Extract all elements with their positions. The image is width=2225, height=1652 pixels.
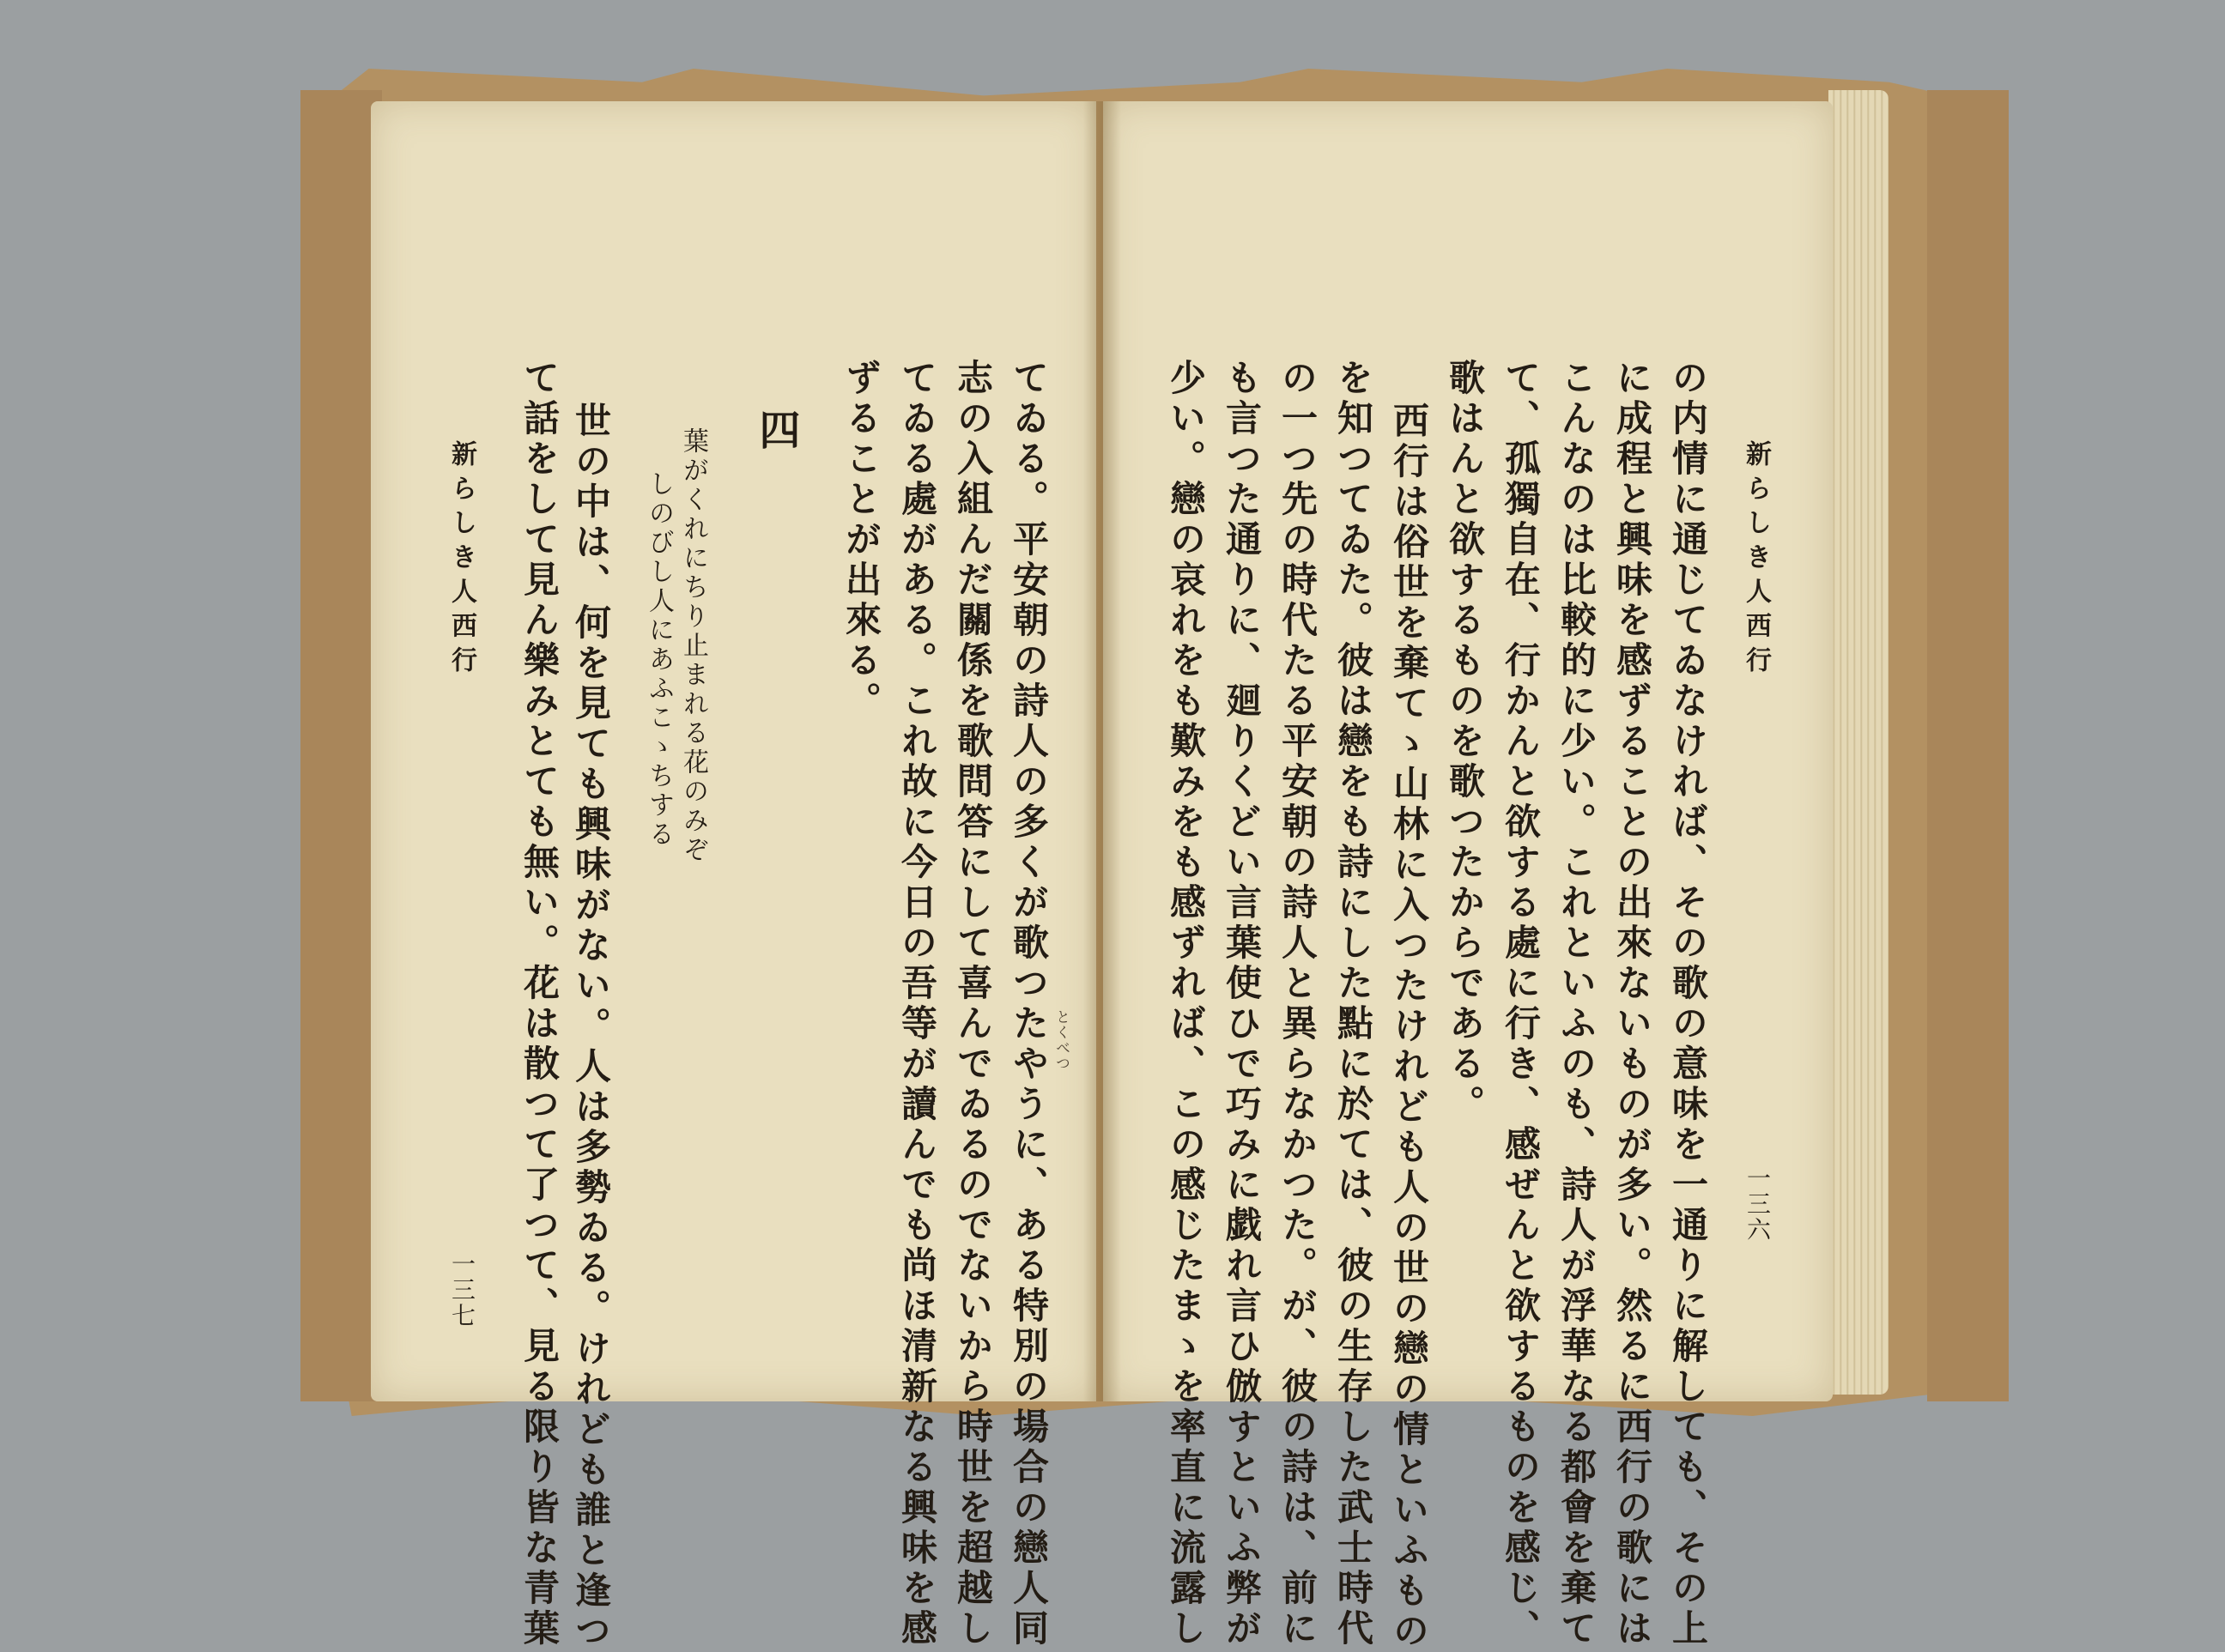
cover-edge-left bbox=[300, 90, 382, 1401]
page-stack bbox=[1828, 90, 1889, 1395]
page-number-left: 一三七 bbox=[448, 1251, 476, 1328]
body-line: に成程と興味を感ずることの出來ないものが多い。然るに西行の歌には bbox=[1611, 359, 1653, 1649]
furigana: とくべつ bbox=[1052, 1009, 1070, 1071]
running-head-right: 新らしき人西行 bbox=[1741, 440, 1771, 681]
body-line: て、孤獨自在、行かんと欲する處に行き、感ぜんと欲するものを感じ、 bbox=[1500, 359, 1542, 1649]
body-line: の一つ先の時代たる平安朝の詩人と異らなかつた。が、彼の詩は、前に bbox=[1276, 359, 1319, 1649]
cover-edge-right bbox=[1927, 90, 2009, 1401]
poem-line: しのびし人にあふこゝちする bbox=[644, 470, 674, 850]
book-gutter bbox=[1083, 101, 1121, 1401]
body-line: 歌はんと欲するものを歌つたからである。 bbox=[1444, 359, 1486, 1125]
body-line: 西行は俗世を棄てゝ山林に入つたけれども人の世の戀の情といふもの bbox=[1388, 402, 1430, 1652]
left-page bbox=[371, 101, 1096, 1652]
body-line: 志の入組んだ關係を歌問答にして喜んでゐるのでないから時世を超越し bbox=[952, 359, 994, 1649]
body-line: ずることが出來る。 bbox=[840, 359, 882, 722]
body-line: の内情に通じてゐなければ、その歌の意味を一通りに解しても、その上 bbox=[1667, 359, 1709, 1649]
body-line: 世の中は、何を見ても興味がない。人は多勢ゐる。けれども誰と逢つ bbox=[570, 402, 612, 1652]
running-head-left: 新らしき人西行 bbox=[446, 440, 476, 681]
page-number-right: 一三六 bbox=[1743, 1165, 1772, 1243]
section-heading: 四 bbox=[752, 408, 800, 454]
body-line: を知つてゐた。彼は戀をも詩にした點に於ては、彼の生存した武士時代 bbox=[1332, 359, 1374, 1649]
body-line: てゐる處がある。これ故に今日の吾等が讀んでも尚ほ清新なる興味を感 bbox=[896, 359, 938, 1649]
body-line: 少い。戀の哀れをも歎みをも感ずれば、この感じたまゝを率直に流露し bbox=[1165, 359, 1207, 1649]
body-line: て話をして見ん樂みとても無い。花は散つて了つて、見る限り皆な青葉 bbox=[518, 359, 561, 1649]
poem-line: 葉がくれにちり止まれる花のみぞ bbox=[678, 427, 708, 865]
right-page bbox=[1103, 101, 1833, 1652]
body-line: も言つた通りに、廻りくどい言葉使ひで巧みに戯れ言ひ倣すといふ弊が bbox=[1221, 359, 1263, 1649]
body-line: こんなのは比較的に少い。これといふのも、詩人が浮華なる都會を棄て bbox=[1555, 359, 1598, 1649]
body-line: てゐる。平安朝の詩人の多くが歌つたやうに、ある特別の場合の戀人同 bbox=[1008, 359, 1050, 1649]
